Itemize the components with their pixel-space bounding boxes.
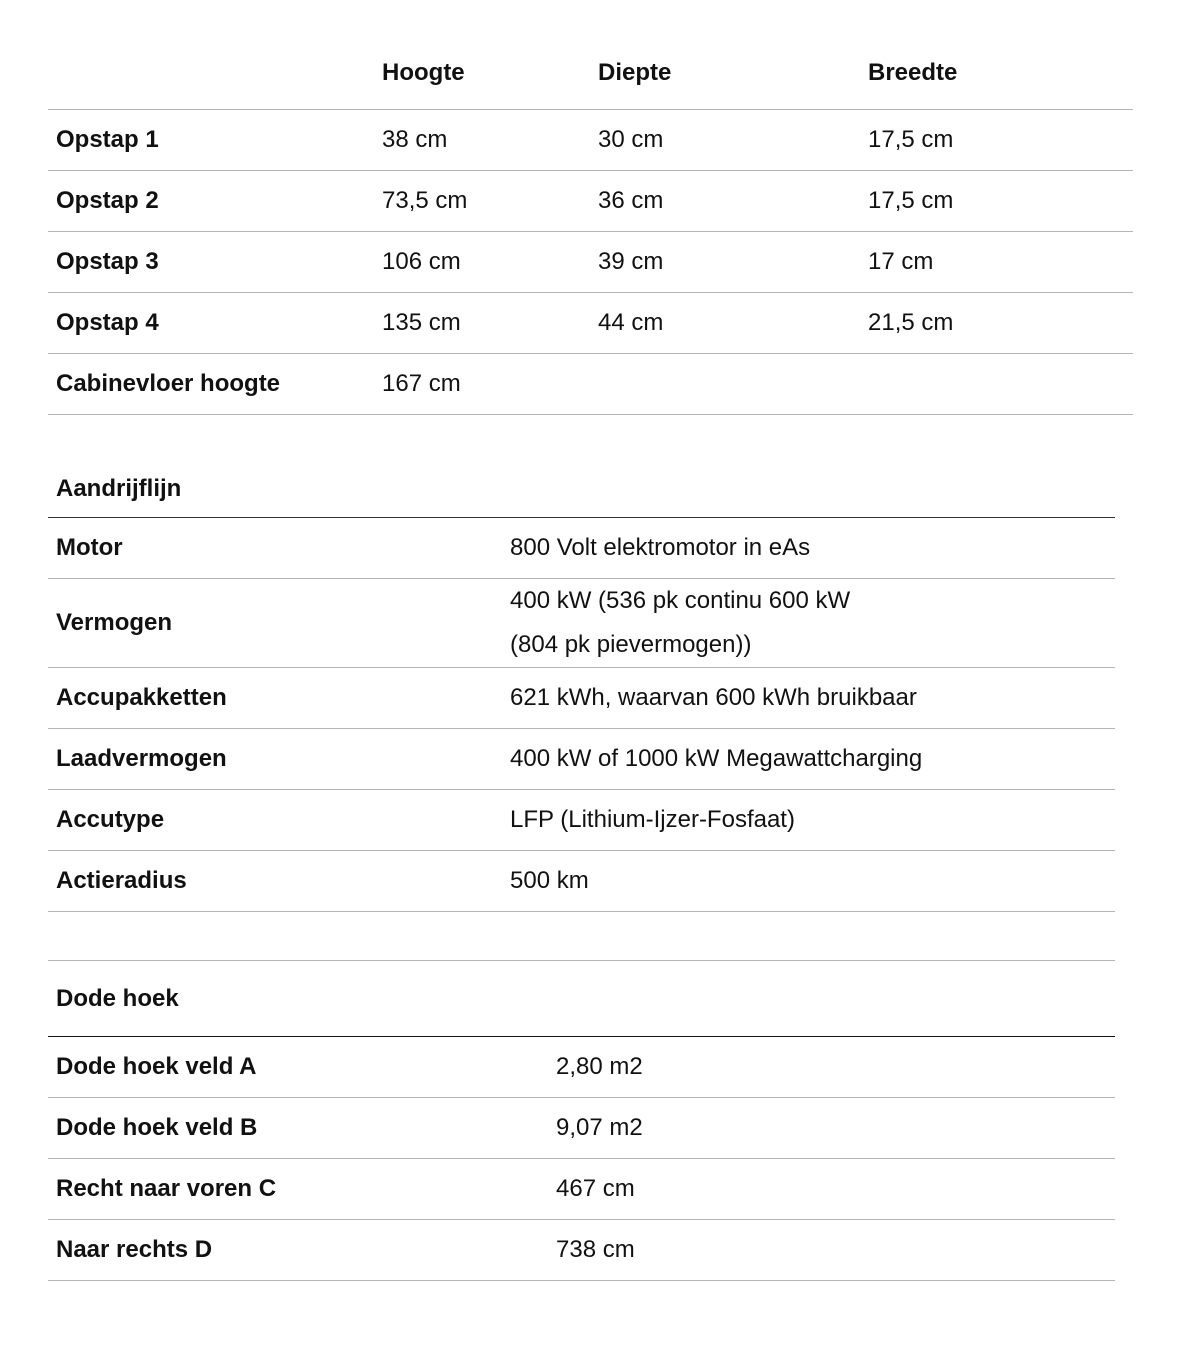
row-value: 800 Volt elektromotor in eAs [502,518,1115,579]
dimensions-header-hoogte: Hoogte [374,36,590,110]
table-row [48,110,1133,171]
table-row [48,668,1115,729]
table-row [48,579,1115,668]
blind-spot-header-row [48,961,1115,1037]
row-label: Opstap 2 [48,171,374,232]
table-row [48,1037,1115,1098]
row-value-text: 400 kW (536 pk continu 600 kW (804 pk pievermogen)) [510,587,851,658]
row-label: Dode hoek veld B [48,1098,548,1159]
diepte-value: 44 cm [590,293,860,354]
row-value [502,579,1115,668]
row-label: Opstap 4 [48,293,374,354]
section-title: Aandrijflijn [48,460,1115,518]
table-row [48,354,1133,415]
row-label: Dode hoek veld A [48,1037,548,1098]
row-label: Actieradius [48,851,502,912]
row-label: Recht naar voren C [48,1159,548,1220]
row-label: Motor [48,518,502,579]
dimensions-table [48,36,1133,415]
row-label: Accupakketten [48,668,502,729]
row-label: Vermogen [48,579,502,668]
row-value: 2,80 m2 [548,1037,1115,1098]
table-row [48,729,1115,790]
row-label: Cabinevloer hoogte [48,354,374,415]
drivetrain-table [48,460,1115,912]
breedte-value: 21,5 cm [860,293,1133,354]
row-label: Opstap 1 [48,110,374,171]
section-title: Dode hoek [48,961,1115,1037]
diepte-value: 30 cm [590,110,860,171]
row-label: Accutype [48,790,502,851]
row-value: 738 cm [548,1220,1115,1281]
row-value: 621 kWh, waarvan 600 kWh bruikbaar [502,668,1115,729]
breedte-value: 17,5 cm [860,110,1133,171]
breedte-value [860,354,1133,415]
row-value: 400 kW of 1000 kW Megawattcharging [502,729,1115,790]
row-label: Laadvermogen [48,729,502,790]
dimensions-header-breedte: Breedte [860,36,1133,110]
row-value: 9,07 m2 [548,1098,1115,1159]
table-row [48,518,1115,579]
hoogte-value: 106 cm [374,232,590,293]
diepte-value: 36 cm [590,171,860,232]
blind-spot-table [48,960,1115,1281]
table-row [48,1098,1115,1159]
diepte-value: 39 cm [590,232,860,293]
hoogte-value: 38 cm [374,110,590,171]
table-row [48,790,1115,851]
breedte-value: 17 cm [860,232,1133,293]
diepte-value [590,354,860,415]
drivetrain-header-row [48,460,1115,518]
dimensions-header-row [48,36,1133,110]
table-row [48,293,1133,354]
dimensions-header-empty [48,36,374,110]
hoogte-value: 135 cm [374,293,590,354]
table-row [48,171,1133,232]
table-row [48,1159,1115,1220]
table-row [48,232,1133,293]
dimensions-header-diepte: Diepte [590,36,860,110]
table-row [48,851,1115,912]
row-label: Opstap 3 [48,232,374,293]
row-label: Naar rechts D [48,1220,548,1281]
row-value: LFP (Lithium-Ijzer-Fosfaat) [502,790,1115,851]
row-value: 500 km [502,851,1115,912]
table-row [48,1220,1115,1281]
breedte-value: 17,5 cm [860,171,1133,232]
hoogte-value: 167 cm [374,354,590,415]
row-value: 467 cm [548,1159,1115,1220]
hoogte-value: 73,5 cm [374,171,590,232]
